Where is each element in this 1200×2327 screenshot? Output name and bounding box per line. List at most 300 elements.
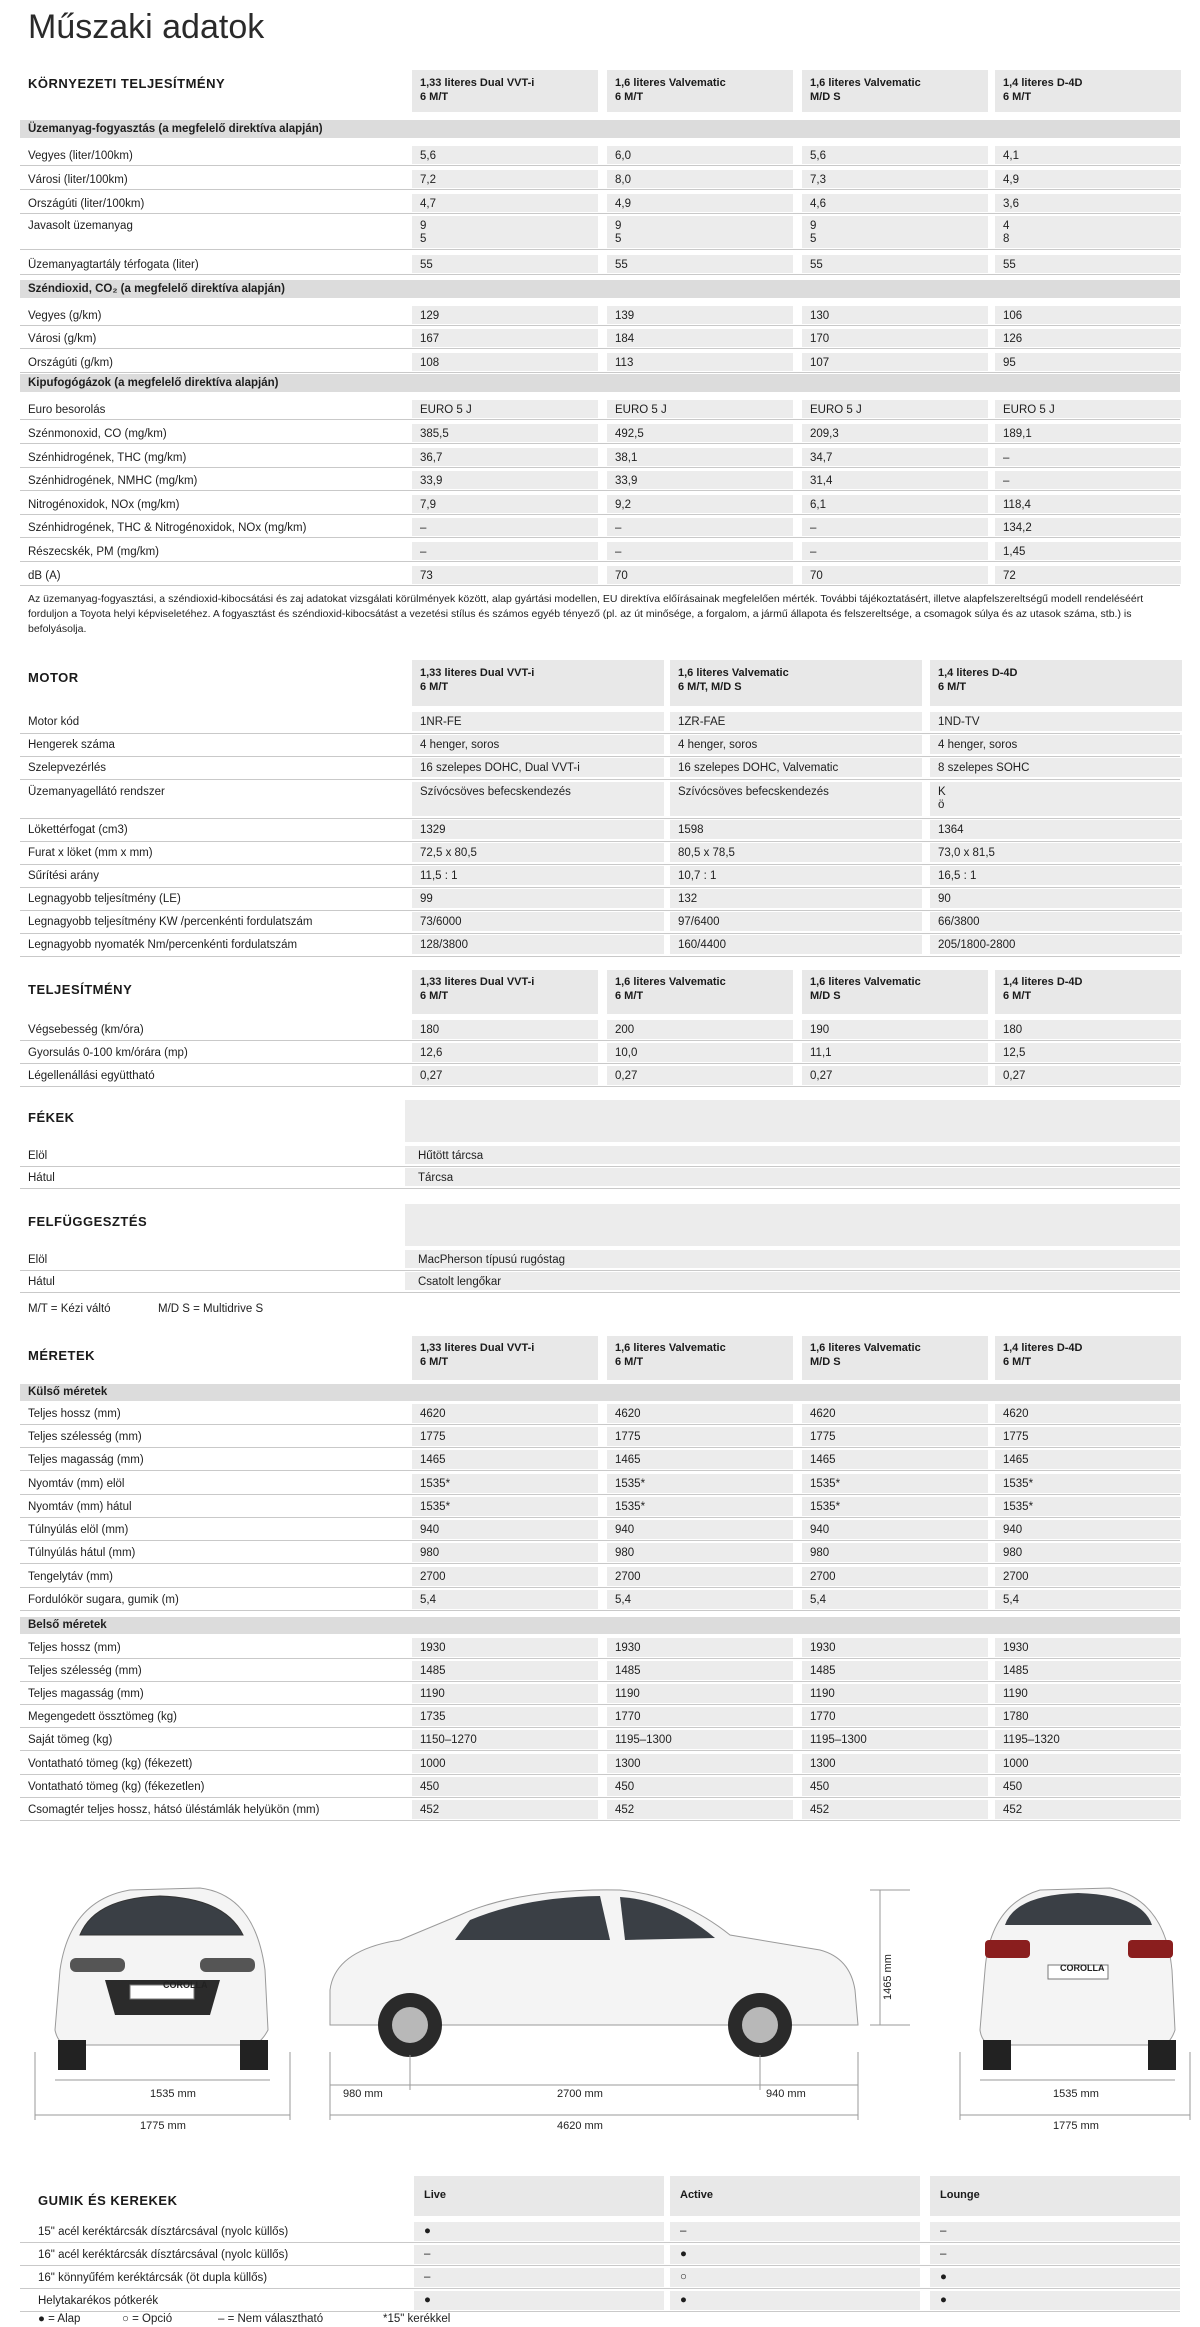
row-value: 33,9	[615, 475, 638, 487]
page-title: Műszaki adatok	[28, 8, 265, 46]
row-value: 1598	[678, 824, 704, 836]
suspension-heading: FELFÜGGESZTÉS	[28, 1214, 148, 1229]
col-header-line1: 1,6 literes Valvematic	[810, 1342, 921, 1354]
row-value: –	[420, 546, 427, 558]
col-header-line2: 6 M/T	[1003, 990, 1032, 1002]
row-label: Teljes magasság (mm)	[28, 1454, 144, 1466]
cell-band	[405, 1204, 1180, 1246]
row-value: 5,6	[420, 150, 436, 162]
row-value: –	[420, 522, 427, 534]
row-value: 1535*	[420, 1478, 451, 1490]
row-value-line: 9	[810, 220, 817, 232]
row-value: 1465	[420, 1454, 446, 1466]
row-value: 72,5 x 80,5	[420, 847, 477, 859]
row-value-line: 5	[420, 233, 427, 245]
subsection-title: Üzemanyag-fogyasztás (a megfelelő direktíva alapján)	[28, 123, 323, 135]
row-value: 5,4	[1003, 1594, 1019, 1606]
row-value: –	[424, 2248, 431, 2260]
row-value: 11,5 : 1	[420, 870, 458, 882]
row-value: ●	[940, 2294, 947, 2306]
legend-mt: M/T = Kézi váltó	[28, 1303, 111, 1315]
row-value: ●	[940, 2271, 947, 2283]
row-value: 1735	[420, 1711, 446, 1723]
row-value: 180	[420, 1024, 440, 1036]
row-label: Vegyes (g/km)	[28, 310, 102, 322]
row-value: ○	[680, 2271, 687, 2283]
row-value: 940	[615, 1524, 635, 1536]
row-value-line: 9	[420, 220, 427, 232]
row-label: Hátul	[28, 1276, 55, 1288]
env-footnote: Az üzemanyag-fogyasztási, a széndioxid-kibocsátási és zaj adatokat vizsgálati körülmények között, alap gyártási modellen, EU direktíva előírásainak megfelelően mérték. További tájékoztatásért, illetve alapfelszereltségű modell rendeléséért forduljon a Toyota helyi képviseletéhez. A fogyasztást és széndioxid-kibocsátást a vezetési stílus és számos egyéb tényező (pl. az út minősége, a forgalom, a jármű állapota és felszereltsége, a csomagok súlya és az utasok száma, stb.) is befolyásolja.	[28, 593, 1144, 635]
row-value: 0,27	[420, 1070, 443, 1082]
row-value: 1190	[810, 1688, 835, 1700]
col-header-line2: 6 M/T	[615, 990, 644, 1002]
front-view-car	[55, 1888, 268, 2070]
row-label: Teljes hossz (mm)	[28, 1642, 121, 1654]
row-label: Hengerek száma	[28, 739, 115, 751]
row-value: 7,3	[810, 174, 826, 186]
subsection-title: Külső méretek	[28, 1386, 108, 1398]
tyre-col-header: Lounge	[940, 2189, 980, 2201]
row-divider	[20, 249, 1180, 250]
row-divider	[20, 1063, 1180, 1064]
row-value: 190	[810, 1024, 830, 1036]
row-value: 2700	[810, 1571, 836, 1583]
row-value: 66/3800	[938, 916, 980, 928]
row-label: Legnagyobb teljesítmény (LE)	[28, 893, 181, 905]
row-label: Üzemanyagtartály térfogata (liter)	[28, 259, 199, 271]
row-value: 4 henger, soros	[678, 739, 758, 751]
col-header-line1: 1,33 literes Dual VVT-i	[420, 1342, 535, 1354]
row-label: Helytakarékos pótkerék	[38, 2295, 159, 2307]
row-label: 16" könnyűfém keréktárcsák (öt dupla küllős)	[38, 2272, 268, 2284]
row-value: –	[940, 2248, 947, 2260]
row-value: 1485	[420, 1665, 446, 1677]
row-label: Szénmonoxid, CO (mg/km)	[28, 428, 167, 440]
row-divider	[20, 419, 1180, 420]
row-value: 55	[420, 259, 433, 271]
row-divider	[20, 864, 1180, 865]
row-label: Csomagtér teljes hossz, hátsó üléstámlák helyükön (mm)	[28, 1804, 320, 1816]
col-header-line1: 1,33 literes Dual VVT-i	[420, 667, 535, 679]
row-label: Gyorsulás 0-100 km/órára (mp)	[28, 1047, 188, 1059]
col-header-line2: 6 M/T	[1003, 1356, 1032, 1368]
row-value: 4,9	[615, 198, 631, 210]
row-label: Furat x löket (mm x mm)	[28, 847, 153, 859]
row-value: 7,2	[420, 174, 436, 186]
col-header-line1: 1,4 literes D-4D	[1003, 976, 1083, 988]
row-value: 5,4	[615, 1594, 631, 1606]
row-label: Tengelytáv (mm)	[28, 1571, 113, 1583]
row-divider	[20, 372, 1180, 373]
row-value: 1195–1300	[810, 1734, 867, 1746]
row-divider	[20, 887, 1180, 888]
row-value: 1775	[810, 1431, 836, 1443]
row-value: 5,4	[420, 1594, 436, 1606]
row-value: 16,5 : 1	[938, 870, 977, 882]
row-label: Országúti (g/km)	[28, 357, 113, 369]
row-divider	[20, 1494, 1180, 1495]
row-value: 99	[420, 893, 433, 905]
row-divider	[20, 1040, 1180, 1041]
row-value: 160/4400	[678, 939, 726, 951]
row-value: 1ZR-FAE	[678, 716, 726, 728]
row-value: 1465	[810, 1454, 836, 1466]
row-label: Fordulókör sugara, gumik (m)	[28, 1594, 179, 1606]
row-value: 1930	[1003, 1642, 1029, 1654]
rear-overhang-label: 980 mm	[343, 2088, 383, 2100]
row-value: 940	[420, 1524, 440, 1536]
row-value: 38,1	[615, 452, 638, 464]
row-divider	[20, 165, 1180, 166]
col-header-line2: 6 M/T	[615, 91, 644, 103]
row-value: 4,6	[810, 198, 826, 210]
row-value: 55	[615, 259, 628, 271]
row-label: Túlnyúlás hátul (mm)	[28, 1547, 136, 1559]
row-value: 1000	[1003, 1758, 1029, 1770]
row-divider	[20, 467, 1180, 468]
row-value: ●	[424, 2294, 431, 2306]
row-value: Szívócsöves befecskendezés	[678, 786, 829, 798]
row-value: 170	[810, 333, 830, 345]
row-value	[1003, 220, 1179, 246]
row-value-line: K	[938, 786, 946, 798]
row-divider	[20, 1540, 1180, 1541]
row-value: 132	[678, 893, 698, 905]
row-value: ●	[424, 2225, 431, 2237]
row-value: 108	[420, 357, 440, 369]
row-value: 385,5	[420, 428, 449, 440]
row-value: 4620	[810, 1408, 836, 1420]
row-divider	[20, 1166, 1180, 1167]
row-value: Csatolt lengőkar	[418, 1276, 502, 1288]
row-value: 70	[810, 570, 823, 582]
row-value: 5,4	[810, 1594, 826, 1606]
row-value: 980	[1003, 1547, 1023, 1559]
row-divider	[20, 1797, 1180, 1798]
row-value: 1465	[1003, 1454, 1029, 1466]
front-plate-label: COROLLA	[163, 1980, 208, 1990]
row-value: 1NR-FE	[420, 716, 462, 728]
row-label: Vontatható tömeg (kg) (fékezett)	[28, 1758, 193, 1770]
row-label: Teljes hossz (mm)	[28, 1408, 121, 1420]
row-label: Elöl	[28, 1150, 48, 1162]
row-value: 90	[938, 893, 951, 905]
row-label: Teljes magasság (mm)	[28, 1688, 144, 1700]
row-label: Nyomtáv (mm) hátul	[28, 1501, 132, 1513]
col-header-line1: 1,6 literes Valvematic	[810, 77, 921, 89]
col-header-line1: 1,6 literes Valvematic	[615, 1342, 726, 1354]
row-value: –	[424, 2271, 431, 2283]
row-value: 450	[1003, 1781, 1023, 1793]
row-value: 189,1	[1003, 428, 1032, 440]
row-value: 73	[420, 570, 433, 582]
row-divider	[20, 189, 1180, 190]
row-value: 1300	[810, 1758, 836, 1770]
row-divider	[20, 1270, 1180, 1271]
row-value: 450	[420, 1781, 440, 1793]
row-divider	[20, 1820, 1180, 1821]
row-label: Túlnyúlás elöl (mm)	[28, 1524, 129, 1536]
row-value: 1485	[810, 1665, 836, 1677]
row-value: MacPherson típusú rugóstag	[418, 1254, 566, 1266]
row-label: Lökettérfogat (cm3)	[28, 824, 128, 836]
front-width-label: 1775 mm	[140, 2120, 186, 2132]
row-value: 72	[1003, 570, 1016, 582]
row-value: 1535*	[615, 1478, 646, 1490]
row-divider	[20, 213, 1180, 214]
col-header-line2: 6 M/T	[420, 91, 449, 103]
row-divider	[20, 1587, 1180, 1588]
row-label: Szénhidrogének, NMHC (mg/km)	[28, 475, 198, 487]
row-divider	[20, 1727, 1180, 1728]
row-divider	[20, 1292, 1180, 1293]
row-divider	[20, 756, 1180, 757]
row-label: Végsebesség (km/óra)	[28, 1024, 144, 1036]
row-value: 980	[420, 1547, 440, 1559]
row-value: 1150–1270	[420, 1734, 477, 1746]
row-divider	[20, 1610, 1180, 1611]
row-label: Legnagyobb teljesítmény KW /percenkénti fordulatszám	[28, 916, 313, 928]
row-value: 940	[810, 1524, 830, 1536]
row-value: 1000	[420, 1758, 446, 1770]
row-label: Szénhidrogének, THC & Nitrogénoxidok, NOx (mg/km)	[28, 522, 307, 534]
row-divider	[20, 1563, 1180, 1564]
row-value: 36,7	[420, 452, 443, 464]
row-label: Teljes szélesség (mm)	[28, 1665, 142, 1677]
row-value: 80,5 x 78,5	[678, 847, 735, 859]
row-value	[420, 220, 596, 246]
row-value: 4 henger, soros	[420, 739, 500, 751]
row-value: 12,5	[1003, 1047, 1026, 1059]
row-value: 452	[420, 1804, 440, 1816]
row-divider	[20, 561, 1180, 562]
col-header-line2: 6 M/T	[615, 1356, 644, 1368]
row-value: 34,7	[810, 452, 833, 464]
row-value: 200	[615, 1024, 635, 1036]
col-header-line1: 1,33 literes Dual VVT-i	[420, 976, 535, 988]
legend-not-available: – = Nem választható	[218, 2313, 324, 2325]
col-header-line2: 6 M/T	[420, 990, 449, 1002]
row-value: 5,6	[810, 150, 826, 162]
row-label: Nitrogénoxidok, NOx (mg/km)	[28, 499, 180, 511]
rear-track-label: 1535 mm	[1053, 2088, 1099, 2100]
row-value: 1535*	[615, 1501, 646, 1513]
rear-plate-label: COROLLA	[1060, 1963, 1105, 1973]
row-value: 8,0	[615, 174, 631, 186]
row-value: 33,9	[420, 475, 443, 487]
row-value: 180	[1003, 1024, 1023, 1036]
row-value: 107	[810, 357, 830, 369]
legend-standard: ● = Alap	[38, 2313, 81, 2325]
row-label: 15" acél keréktárcsák dísztárcsával (nyolc küllős)	[38, 2226, 289, 2238]
row-value	[615, 220, 791, 246]
row-value: 452	[1003, 1804, 1023, 1816]
col-header-line1: 1,6 literes Valvematic	[678, 667, 789, 679]
row-divider	[20, 818, 1180, 819]
row-divider	[20, 348, 1180, 349]
row-label: Teljes szélesség (mm)	[28, 1431, 142, 1443]
row-divider	[20, 2265, 1180, 2266]
row-value: 1780	[1003, 1711, 1029, 1723]
row-value: 1930	[420, 1642, 446, 1654]
col-header-line1: 1,6 literes Valvematic	[615, 976, 726, 988]
cell-band	[405, 1100, 1180, 1142]
row-value: 16 szelepes DOHC, Valvematic	[678, 762, 839, 774]
row-value: 940	[1003, 1524, 1023, 1536]
row-value: 4,9	[1003, 174, 1019, 186]
row-value: Hűtött tárcsa	[418, 1150, 484, 1162]
legend-mds: M/D S = Multidrive S	[158, 1303, 264, 1315]
row-value: 6,0	[615, 150, 631, 162]
row-label: Szénhidrogének, THC (mg/km)	[28, 452, 187, 464]
row-value: 980	[615, 1547, 635, 1559]
row-value: 1535*	[1003, 1501, 1034, 1513]
row-divider	[20, 1470, 1180, 1471]
row-divider	[20, 1517, 1180, 1518]
row-value: 16 szelepes DOHC, Dual VVT-i	[420, 762, 580, 774]
tyres-heading: GUMIK ÉS KEREKEK	[38, 2193, 178, 2208]
row-value: 3,6	[1003, 198, 1019, 210]
row-value: 452	[810, 1804, 830, 1816]
row-value: 1190	[1003, 1688, 1028, 1700]
tyre-col-header: Active	[680, 2189, 714, 2201]
row-value: 4 henger, soros	[938, 739, 1018, 751]
row-label: Legnagyobb nyomaték Nm/percenkénti fordulatszám	[28, 939, 298, 951]
row-value: EURO 5 J	[615, 404, 667, 416]
row-value: 1195–1320	[1003, 1734, 1060, 1746]
row-value: 129	[420, 310, 440, 322]
row-divider	[20, 2288, 1180, 2289]
row-divider	[20, 1681, 1180, 1682]
row-value: –	[1003, 452, 1010, 464]
row-value: 209,3	[810, 428, 839, 440]
row-value: 1930	[810, 1642, 836, 1654]
row-value: 95	[1003, 357, 1016, 369]
row-value: 1535*	[810, 1478, 841, 1490]
row-value: 4620	[1003, 1408, 1029, 1420]
row-divider	[20, 779, 1180, 780]
subsection-title: Széndioxid, CO₂ (a megfelelő direktíva alapján)	[28, 283, 285, 295]
rear-width-label: 1775 mm	[1053, 2120, 1099, 2132]
row-divider	[20, 325, 1180, 326]
row-divider	[20, 2311, 1180, 2312]
row-value: EURO 5 J	[810, 404, 862, 416]
row-value-line: ö	[938, 799, 945, 811]
subsection-title: Belső méretek	[28, 1619, 107, 1631]
row-value: 2700	[1003, 1571, 1029, 1583]
row-label: Megengedett össztömeg (kg)	[28, 1711, 177, 1723]
row-divider	[20, 1704, 1180, 1705]
row-value: 1300	[615, 1758, 641, 1770]
row-value: 7,9	[420, 499, 436, 511]
row-value: 4,1	[1003, 150, 1019, 162]
row-value: 128/3800	[420, 939, 468, 951]
row-value: 139	[615, 310, 635, 322]
row-divider	[20, 841, 1180, 842]
row-value: 1485	[1003, 1665, 1029, 1677]
row-value-line: 8	[1003, 233, 1010, 245]
front-overhang-label: 940 mm	[766, 2088, 806, 2100]
row-value: 450	[615, 1781, 635, 1793]
row-value: 10,7 : 1	[678, 870, 717, 882]
row-value: 1535*	[420, 1501, 451, 1513]
rear-view-car	[980, 1888, 1176, 2070]
row-value: 1465	[615, 1454, 641, 1466]
col-header-line2: 6 M/T	[420, 681, 449, 693]
row-label: Városi (liter/100km)	[28, 174, 128, 186]
row-value: 55	[810, 259, 823, 271]
row-value: ●	[680, 2248, 687, 2260]
row-value	[810, 220, 986, 246]
row-value: 1535*	[810, 1501, 841, 1513]
row-divider	[20, 933, 1180, 934]
row-value: 1485	[615, 1665, 641, 1677]
row-divider	[20, 1447, 1180, 1448]
length-label: 4620 mm	[557, 2120, 603, 2132]
row-value: 106	[1003, 310, 1023, 322]
row-label: Hátul	[28, 1172, 55, 1184]
row-value: 1329	[420, 824, 446, 836]
row-value: 184	[615, 333, 635, 345]
row-divider	[20, 956, 1180, 957]
height-label: 1465 mm	[882, 1954, 894, 2000]
row-value: 980	[810, 1547, 830, 1559]
row-value: 1775	[1003, 1431, 1029, 1443]
row-label: Euro besorolás	[28, 404, 106, 416]
row-value: 73,0 x 81,5	[938, 847, 995, 859]
row-value: 31,4	[810, 475, 833, 487]
row-value: 1195–1300	[615, 1734, 672, 1746]
row-value: 452	[615, 1804, 635, 1816]
row-value: –	[810, 522, 817, 534]
row-value: Szívócsöves befecskendezés	[420, 786, 571, 798]
col-header-line2: 6 M/T, M/D S	[678, 681, 742, 693]
row-value: 97/6400	[678, 916, 720, 928]
row-value-line: 4	[1003, 220, 1010, 232]
row-label: Elöl	[28, 1254, 48, 1266]
tyre-col-header: Live	[424, 2189, 447, 2201]
row-value-line: 5	[615, 233, 622, 245]
front-track-label: 1535 mm	[150, 2088, 196, 2100]
col-header-line1: 1,6 literes Valvematic	[810, 976, 921, 988]
row-value: 1364	[938, 824, 964, 836]
row-label: Vegyes (liter/100km)	[28, 150, 133, 162]
col-header-line2: 6 M/T	[1003, 91, 1032, 103]
row-value: 1535*	[1003, 1478, 1034, 1490]
row-value: 1770	[615, 1711, 641, 1723]
row-label: Légellenállási együttható	[28, 1070, 155, 1082]
row-divider	[20, 274, 1180, 275]
row-value	[938, 786, 1180, 812]
env-heading: KÖRNYEZETI TELJESÍTMÉNY	[28, 76, 226, 91]
side-view-car	[330, 1890, 858, 2057]
row-divider	[20, 1424, 1180, 1425]
legend-15-wheel: *15" kerékkel	[383, 2313, 451, 2325]
row-value: 1190	[615, 1688, 640, 1700]
row-value: 4620	[420, 1408, 446, 1420]
row-label: dB (A)	[28, 570, 61, 582]
row-divider	[20, 1774, 1180, 1775]
row-label: Szelepvezérlés	[28, 762, 106, 774]
row-label: Nyomtáv (mm) elöl	[28, 1478, 125, 1490]
row-divider	[20, 910, 1180, 911]
row-value: –	[615, 522, 622, 534]
col-header-line1: 1,4 literes D-4D	[938, 667, 1018, 679]
row-value: –	[680, 2225, 687, 2237]
motor-heading: MOTOR	[28, 670, 79, 685]
row-label: Üzemanyagellátó rendszer	[28, 786, 165, 798]
